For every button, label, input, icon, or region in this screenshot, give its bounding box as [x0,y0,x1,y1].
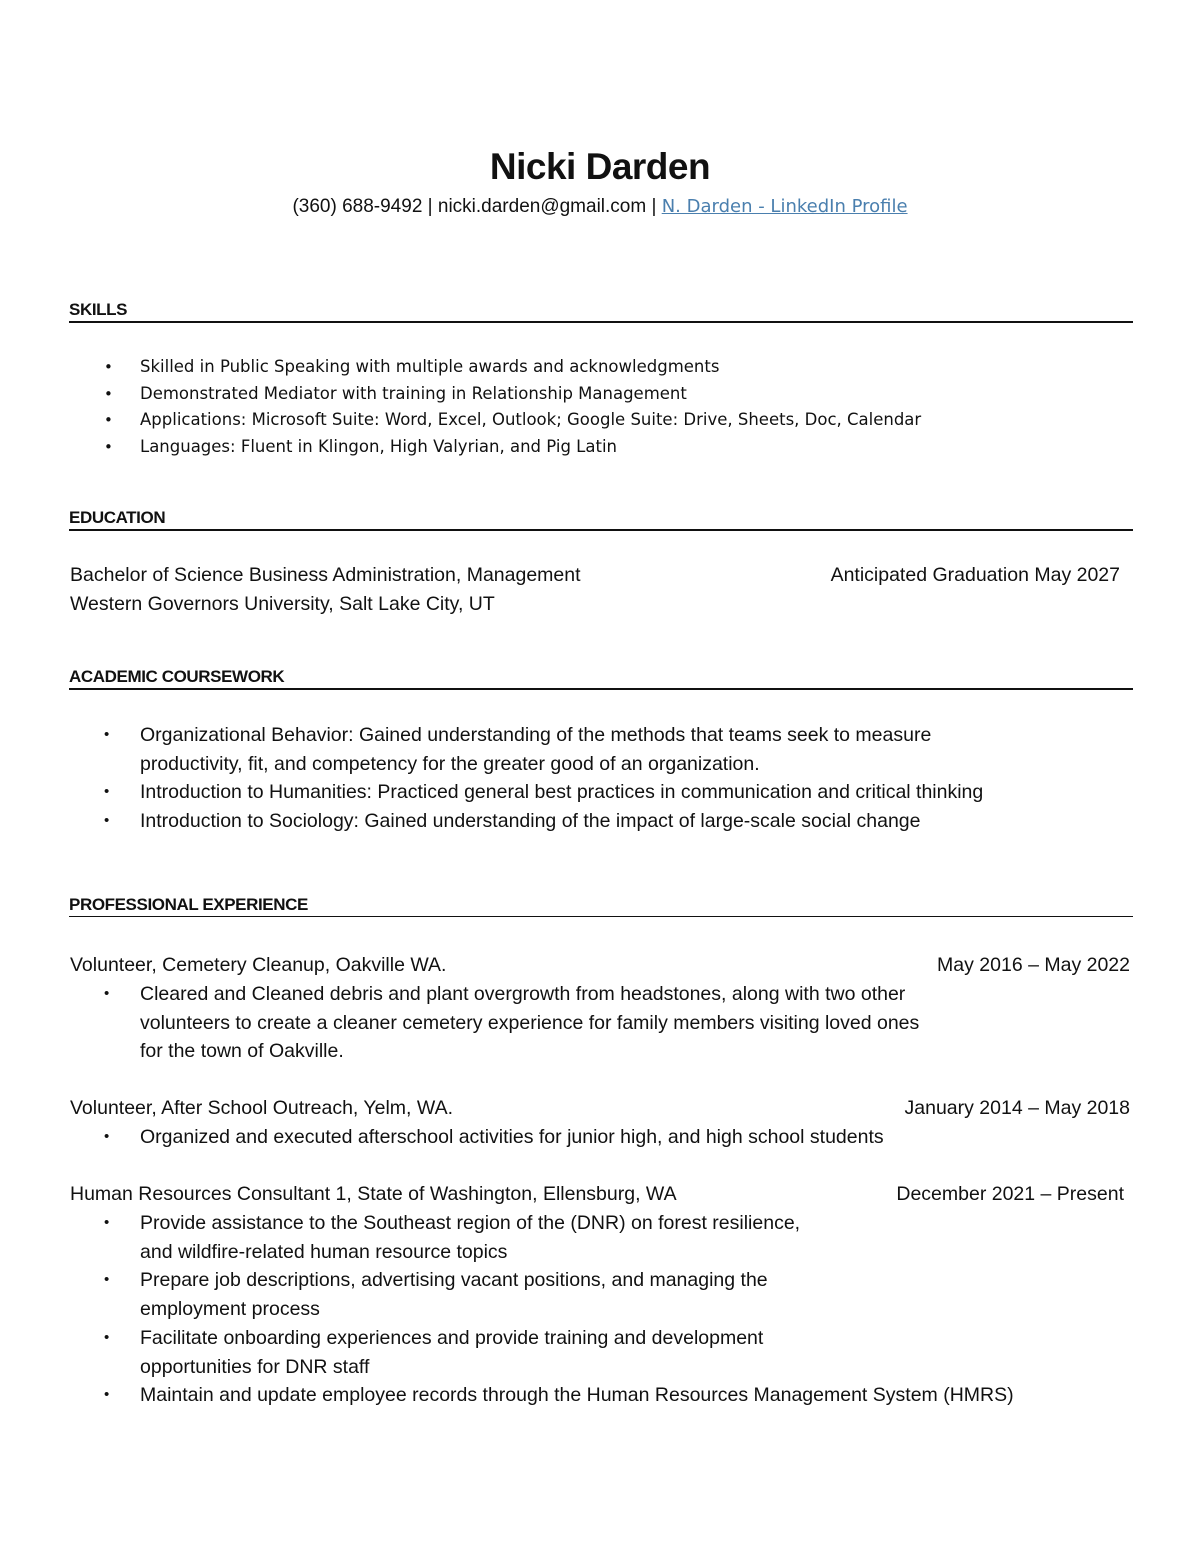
skills-list [0,354,921,460]
list-item-continuation: productivity, fit, and competency for the greater good of an organization. [140,752,760,775]
degree: Bachelor of Science Business Administration, Management [70,564,581,586]
resume-name: Nicki Darden [489,146,711,187]
list-item: • Organizational Behavior: Gained understanding of the methods that teams seek to measure [0,721,983,750]
school: Western Governors University, Salt Lake City, UT [70,593,495,615]
coursework-list [0,721,983,836]
job-bullets [0,1209,1014,1410]
job-title: Human Resources Consultant 1, State of Washington, Ellensburg, WA [70,1183,677,1205]
list-item-continuation: employment process [140,1298,320,1321]
experience-heading: PROFESSIONAL EXPERIENCE [69,895,1133,917]
job-dates: May 2016 – May 2022 [937,954,1130,976]
contact-text: (360) 688-9492 | nicki.darden@gmail.com | [292,196,662,217]
list-item: • Maintain and update employee records through the Human Resources Management System (HMRS) [0,1381,1014,1410]
linkedin-link[interactable]: N. Darden - LinkedIn Profile [661,196,908,217]
list-item-continuation: for the town of Oakville. [140,1040,344,1063]
graduation-date: Anticipated Graduation May 2027 [830,564,1120,586]
list-item: • Cleared and Cleaned debris and plant overgrowth from headstones, along with two other [0,980,919,1009]
list-item: • Languages: Fluent in Klingon, High Valyrian, and Pig Latin [0,434,921,461]
coursework-heading: ACADEMIC COURSEWORK [69,667,1133,690]
list-item: • Provide assistance to the Southeast region of the (DNR) on forest resilience, [0,1209,1014,1238]
list-item: • Facilitate onboarding experiences and provide training and development [0,1324,1014,1353]
education-heading: EDUCATION [69,508,1133,531]
list-item: • Prepare job descriptions, advertising vacant positions, and managing the [0,1266,1014,1295]
skills-heading: SKILLS [69,300,1133,323]
list-item: • Introduction to Sociology: Gained understanding of the impact of large-scale social change [0,807,983,836]
list-item-continuation: and wildfire-related human resource topics [140,1240,508,1263]
job-title: Volunteer, After School Outreach, Yelm, WA. [70,1097,453,1119]
job-dates: January 2014 – May 2018 [904,1097,1130,1119]
list-item: • Skilled in Public Speaking with multiple awards and acknowledgments [0,354,921,381]
list-item: • Demonstrated Mediator with training in Relationship Management [0,381,921,408]
list-item: • Introduction to Humanities: Practiced general best practices in communication and critical thinking [0,778,983,807]
job-bullets [0,980,919,1066]
list-item: • Organized and executed afterschool activities for junior high, and high school students [0,1123,884,1152]
job-bullets [0,1123,884,1152]
list-item-continuation: opportunities for DNR staff [140,1355,370,1378]
list-item-continuation: volunteers to create a cleaner cemetery experience for family members visiting loved ones [140,1011,920,1034]
list-item: • Applications: Microsoft Suite: Word, Excel, Outlook; Google Suite: Drive, Sheets, Doc, Calendar [0,407,921,434]
job-title: Volunteer, Cemetery Cleanup, Oakville WA. [70,954,447,976]
contact-line [0,196,1200,218]
job-dates: December 2021 – Present [896,1183,1124,1205]
